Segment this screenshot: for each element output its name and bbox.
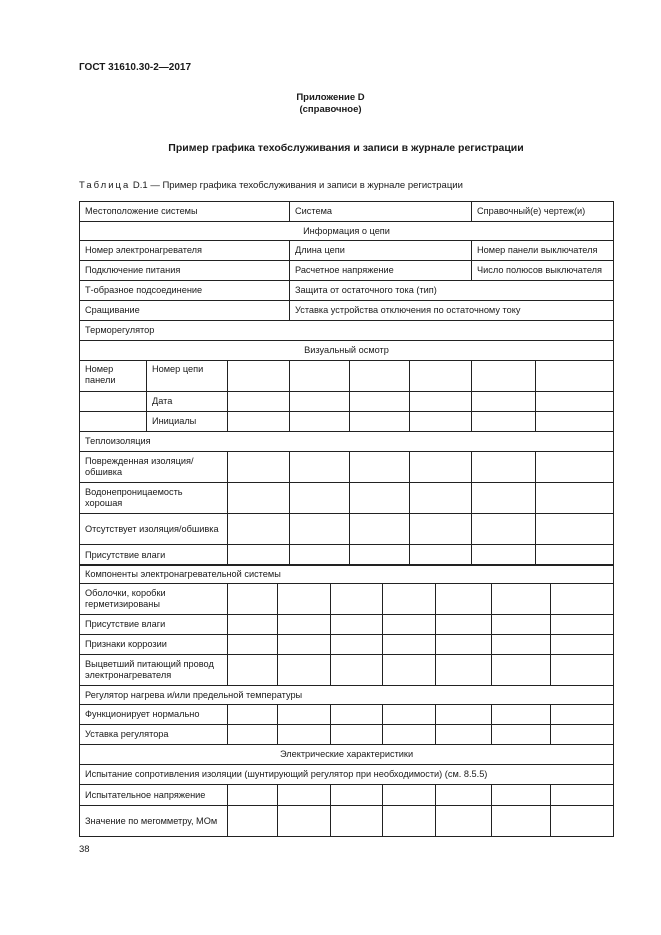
table-cell: Оболочки, коробки герметизированы [80, 584, 228, 615]
empty-cell [278, 615, 331, 635]
empty-cell [436, 655, 492, 686]
empty-cell [536, 452, 614, 483]
table-row [80, 281, 614, 301]
empty-cell [350, 392, 410, 412]
empty-cell [536, 483, 614, 514]
empty-cell [551, 725, 614, 745]
table-cell: Водонепроницаемость хорошая [80, 483, 228, 514]
table-cell: Теплоизоляция [80, 432, 614, 452]
empty-cell [383, 806, 436, 837]
table-cell: Дата [147, 392, 228, 412]
table-cell: Номер панели выключателя [472, 241, 614, 261]
empty-cell [492, 785, 551, 806]
empty-cell [228, 452, 290, 483]
empty-cell [536, 545, 614, 566]
empty-cell [228, 545, 290, 566]
caption-number: D.1 [132, 180, 148, 191]
table-row [80, 261, 614, 281]
empty-cell [278, 655, 331, 686]
table-cell: Справочный(е) чертеж(и) [472, 202, 614, 222]
section-heading: Электрические характеристики [80, 745, 614, 765]
table-cell: Уставка устройства отключения по остаточному току [290, 301, 614, 321]
table-cell: Присутствие влаги [80, 615, 228, 635]
table-cell: Защита от остаточного тока (тип) [290, 281, 614, 301]
caption-prefix: Таблица [79, 180, 131, 191]
empty-cell [410, 483, 472, 514]
empty-cell [410, 545, 472, 566]
empty-cell [536, 514, 614, 545]
appendix-title: Приложение D [296, 92, 365, 103]
table-cell: Значение по мегомметру, МОм [80, 806, 228, 837]
empty-cell [551, 705, 614, 725]
table-cell: Признаки коррозии [80, 635, 228, 655]
table-cell: Испытательное напряжение [80, 785, 228, 806]
empty-cell [551, 785, 614, 806]
table-cell: Компоненты электронагревательной системы [80, 565, 614, 584]
table-row [80, 432, 614, 452]
empty-cell [350, 412, 410, 432]
table-row [80, 635, 614, 655]
empty-cell [472, 412, 536, 432]
empty-cell [290, 545, 350, 566]
empty-cell [492, 705, 551, 725]
empty-cell [228, 655, 278, 686]
empty-cell [331, 635, 383, 655]
empty-cell [383, 635, 436, 655]
table-row [80, 514, 614, 545]
empty-cell [436, 725, 492, 745]
maintenance-table-info [79, 201, 614, 566]
empty-cell [492, 615, 551, 635]
table-row [80, 686, 614, 705]
empty-cell [472, 392, 536, 412]
empty-cell [228, 635, 278, 655]
table-cell: Подключение питания [80, 261, 290, 281]
empty-cell [278, 635, 331, 655]
empty-cell [410, 452, 472, 483]
table-row [80, 785, 614, 806]
empty-cell [492, 655, 551, 686]
table-row [80, 241, 614, 261]
table-caption [79, 180, 463, 191]
table-cell: Число полюсов выключателя [472, 261, 614, 281]
empty-cell [228, 514, 290, 545]
empty-cell [80, 412, 147, 432]
caption-text: — Пример графика техобслуживания и записи в журнале регистрации [150, 180, 463, 191]
empty-cell [290, 483, 350, 514]
table-cell: Терморегулятор [80, 321, 614, 341]
empty-cell [278, 785, 331, 806]
empty-cell [290, 514, 350, 545]
table-cell: Поврежденная изоляция/обшивка [80, 452, 228, 483]
empty-cell [492, 806, 551, 837]
empty-cell [436, 705, 492, 725]
table-cell: Длина цепи [290, 241, 472, 261]
empty-cell [436, 806, 492, 837]
table-row [80, 321, 614, 341]
empty-cell [228, 705, 278, 725]
table-row [80, 655, 614, 686]
table-row [80, 412, 614, 432]
empty-cell [551, 806, 614, 837]
empty-cell [492, 635, 551, 655]
table-row [80, 584, 614, 615]
table-cell: Отсутствует изоляция/обшивка [80, 514, 228, 545]
table-cell: Регулятор нагрева и/или предельной температуры [80, 686, 614, 705]
table-row [80, 565, 614, 584]
empty-cell [551, 635, 614, 655]
empty-cell [536, 412, 614, 432]
empty-cell [551, 615, 614, 635]
empty-cell [410, 361, 472, 392]
empty-cell [331, 725, 383, 745]
table-row [80, 361, 614, 392]
table-row [80, 222, 614, 241]
empty-cell [228, 412, 290, 432]
empty-cell [472, 514, 536, 545]
empty-cell [331, 705, 383, 725]
empty-cell [331, 806, 383, 837]
table-cell: Функционирует нормально [80, 705, 228, 725]
empty-cell [350, 452, 410, 483]
empty-cell [350, 514, 410, 545]
empty-cell [228, 725, 278, 745]
empty-cell [410, 514, 472, 545]
table-row [80, 392, 614, 412]
empty-cell [472, 452, 536, 483]
empty-cell [410, 392, 472, 412]
empty-cell [492, 725, 551, 745]
table-cell: Номер панели [80, 361, 147, 392]
empty-cell [410, 412, 472, 432]
empty-cell [536, 361, 614, 392]
table-row [80, 806, 614, 837]
empty-cell [472, 545, 536, 566]
empty-cell [331, 785, 383, 806]
page-number: 38 [79, 844, 90, 855]
table-cell: Присутствие влаги [80, 545, 228, 566]
empty-cell [383, 785, 436, 806]
empty-cell [350, 483, 410, 514]
section-heading: Визуальный осмотр [80, 341, 614, 361]
table-cell: Местоположение системы [80, 202, 290, 222]
empty-cell [536, 392, 614, 412]
section-title: Пример графика техобслуживания и записи в журнале регистрации [168, 142, 524, 154]
table-row [80, 745, 614, 765]
empty-cell [436, 584, 492, 615]
empty-cell [228, 483, 290, 514]
table-row [80, 725, 614, 745]
table-cell: Выцветший питающий провод электронагревателя [80, 655, 228, 686]
table-row [80, 765, 614, 785]
empty-cell [278, 725, 331, 745]
empty-cell [350, 361, 410, 392]
empty-cell [383, 615, 436, 635]
table-row [80, 341, 614, 361]
empty-cell [278, 584, 331, 615]
empty-cell [290, 361, 350, 392]
empty-cell [383, 705, 436, 725]
empty-cell [228, 392, 290, 412]
table-cell: Номер цепи [147, 361, 228, 392]
empty-cell [472, 361, 536, 392]
table-cell: Испытание сопротивления изоляции (шунтирующий регулятор при необходимости) (см. 8.5.5) [80, 765, 614, 785]
empty-cell [551, 655, 614, 686]
table-row [80, 301, 614, 321]
table-row [80, 483, 614, 514]
table-row [80, 202, 614, 222]
empty-cell [436, 615, 492, 635]
empty-cell [290, 412, 350, 432]
empty-cell [278, 806, 331, 837]
empty-cell [228, 615, 278, 635]
empty-cell [228, 785, 278, 806]
empty-cell [278, 705, 331, 725]
empty-cell [436, 635, 492, 655]
empty-cell [383, 725, 436, 745]
table-cell: Номер электронагревателя [80, 241, 290, 261]
table-row [80, 545, 614, 566]
empty-cell [551, 584, 614, 615]
section-heading: Информация о цепи [80, 222, 614, 241]
empty-cell [383, 655, 436, 686]
empty-cell [331, 584, 383, 615]
table-cell: Инициалы [147, 412, 228, 432]
empty-cell [331, 655, 383, 686]
empty-cell [228, 584, 278, 615]
empty-cell [350, 545, 410, 566]
appendix-note: (справочное) [299, 104, 362, 115]
table-cell: Расчетное напряжение [290, 261, 472, 281]
empty-cell [492, 584, 551, 615]
empty-cell [228, 806, 278, 837]
maintenance-table-components [79, 564, 614, 837]
empty-cell [228, 361, 290, 392]
empty-cell [383, 584, 436, 615]
table-cell: Система [290, 202, 472, 222]
table-cell: Т-образное подсоединение [80, 281, 290, 301]
empty-cell [80, 392, 147, 412]
table-row [80, 705, 614, 725]
table-cell: Сращивание [80, 301, 290, 321]
empty-cell [436, 785, 492, 806]
empty-cell [290, 392, 350, 412]
document-header: ГОСТ 31610.30-2—2017 [79, 62, 192, 73]
table-row [80, 452, 614, 483]
empty-cell [472, 483, 536, 514]
table-cell: Уставка регулятора [80, 725, 228, 745]
empty-cell [331, 615, 383, 635]
empty-cell [290, 452, 350, 483]
table-row [80, 615, 614, 635]
